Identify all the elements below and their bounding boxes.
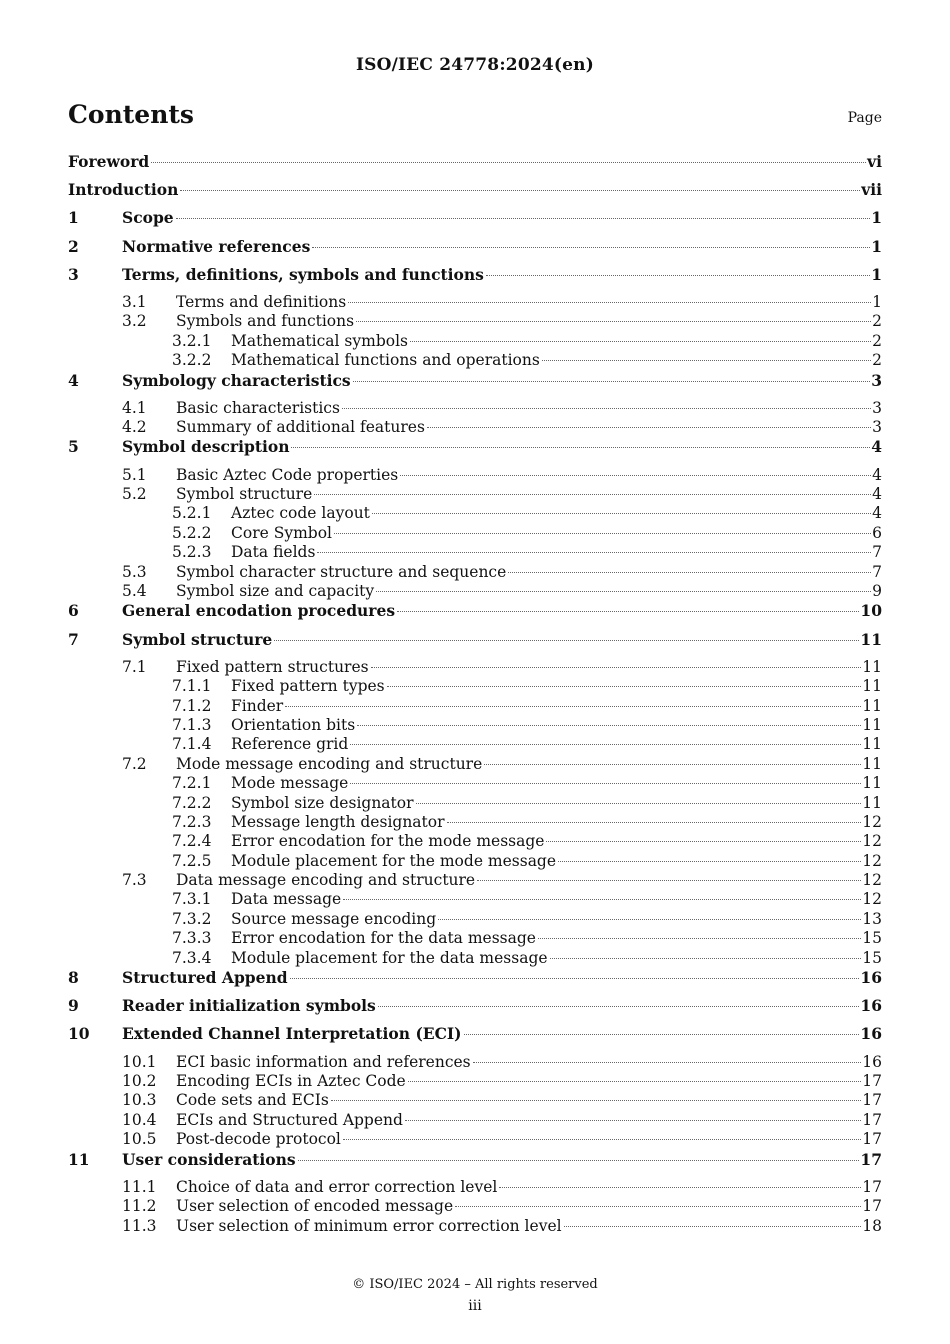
toc-entry-number: 5.2.3 (172, 543, 212, 562)
toc-entry[interactable] (68, 563, 882, 582)
dot-leader (397, 610, 859, 612)
dot-leader (348, 301, 871, 303)
toc-entry-page: 2 (872, 351, 882, 370)
toc-entry[interactable] (68, 1072, 882, 1091)
toc-entry[interactable] (68, 755, 882, 774)
toc-entry[interactable] (68, 312, 882, 331)
toc-entry[interactable] (68, 180, 882, 208)
dot-leader (486, 274, 870, 276)
toc-entry-number: 5.2.1 (172, 504, 212, 523)
toc-entry-title: ECI basic information and references (176, 1052, 471, 1071)
toc-entry-title: Mathematical symbols (231, 331, 409, 350)
toc-entry-title: Terms and definitions (176, 292, 347, 311)
toc-entry-number: 5.2.2 (172, 523, 212, 542)
toc-entry-title: Fixed pattern types (231, 677, 385, 696)
toc-entry-title: Orientation bits (231, 715, 356, 734)
toc-entry-page: 12 (862, 871, 882, 890)
toc-entry-title: Basic characteristics (176, 398, 340, 417)
toc-entry[interactable] (68, 399, 882, 418)
dot-leader (274, 639, 859, 641)
toc-entry[interactable] (68, 852, 882, 871)
toc-entry-number: 11.2 (122, 1197, 157, 1216)
toc-entry-page: 11 (862, 657, 882, 676)
toc-entry[interactable] (68, 293, 882, 312)
toc-entry-title: Choice of data and error correction level (176, 1177, 498, 1196)
toc-entry-number: 7.1.4 (172, 735, 212, 754)
toc-entry-title: Finder (231, 696, 284, 715)
toc-entry-number: 10.1 (122, 1052, 157, 1071)
toc-entry-number: 3.1 (122, 292, 147, 311)
toc-entry-number: 2 (68, 236, 79, 256)
toc-entry[interactable] (68, 208, 882, 236)
toc-entry-page: 12 (862, 832, 882, 851)
dot-leader (343, 1138, 861, 1140)
toc-entry-number: 7.3.1 (172, 890, 212, 909)
toc-entry-page: 6 (872, 523, 882, 542)
toc-entry[interactable] (68, 949, 882, 968)
toc-entry-title: General encodation procedures (122, 601, 396, 621)
dot-leader (538, 937, 861, 939)
toc-entry-title: Reader initialization symbols (122, 996, 376, 1016)
toc-entry-page: 7 (872, 562, 882, 581)
toc-entry-title: Symbol structure (122, 629, 273, 649)
toc-entry-number: 7.1 (122, 657, 147, 676)
toc-entry-title: Message length designator (231, 812, 445, 831)
page-column-label: Page (847, 110, 882, 126)
toc-entry-number: 11 (68, 1149, 90, 1169)
toc-entry-page: 9 (872, 582, 882, 600)
toc-entry[interactable] (68, 968, 882, 996)
toc-entry-page: 7 (872, 543, 882, 562)
dot-leader (151, 161, 866, 163)
dot-leader (405, 1119, 861, 1121)
toc-entry-title: Symbol description (122, 437, 290, 457)
dot-leader (542, 359, 871, 361)
dot-leader (408, 1080, 862, 1082)
toc-entry[interactable] (68, 871, 882, 890)
toc-entry-number: 10 (68, 1024, 90, 1044)
dot-leader (484, 763, 861, 765)
toc-entry[interactable] (68, 504, 882, 523)
dot-leader (447, 821, 862, 823)
toc-entry-title: Source message encoding (231, 909, 437, 928)
toc-entry-number: 7.3.4 (172, 948, 212, 967)
dot-leader (350, 782, 861, 784)
toc-entry-page: 11 (862, 793, 882, 812)
dot-leader (499, 1186, 861, 1188)
toc-entry-number: 7.3.3 (172, 929, 212, 948)
dot-leader (290, 977, 860, 979)
toc-entry-title: Mode message (231, 774, 349, 793)
toc-entry-title: User selection of minimum error correction level (176, 1216, 562, 1235)
toc-entry-page: 18 (862, 1216, 882, 1235)
dot-leader (353, 380, 871, 382)
toc-entry-number: 4.2 (122, 418, 147, 437)
toc-entry[interactable] (68, 265, 882, 293)
toc-entry[interactable] (68, 152, 882, 180)
toc-entry-number: 5.2 (122, 485, 147, 504)
toc-entry[interactable] (68, 418, 882, 437)
toc-entry-title: Summary of additional features (176, 418, 425, 437)
toc-entry-page: 3 (872, 418, 882, 437)
toc-entry-title: Symbols and functions (176, 312, 355, 331)
dot-leader (438, 918, 861, 920)
toc-entry-page: 11 (862, 696, 882, 715)
toc-entry[interactable] (68, 832, 882, 851)
toc-entry[interactable] (68, 890, 882, 909)
toc-entry[interactable] (68, 351, 882, 370)
toc-entry-number: 11.1 (122, 1177, 157, 1196)
dot-leader (508, 571, 871, 573)
document-id: ISO/IEC 24778:2024(en) (355, 55, 594, 75)
toc-entry-title: Error encodation for the mode message (231, 832, 545, 851)
dot-leader (564, 1225, 862, 1227)
toc-entry-page: 17 (862, 1197, 882, 1216)
toc-entry[interactable] (68, 1091, 882, 1110)
dot-leader (376, 590, 871, 592)
toc-entry-number: 5 (68, 437, 79, 457)
toc-entry-page: 15 (862, 948, 882, 967)
toc-entry-number: 7.3 (122, 871, 147, 890)
dot-leader (477, 879, 861, 881)
toc-entry-title: Symbol size designator (231, 793, 414, 812)
toc-entry-number: 10.4 (122, 1110, 157, 1129)
toc-entry-number: 5.4 (122, 582, 147, 600)
dot-leader (464, 1033, 860, 1035)
toc-entry-number: 7.1.2 (172, 696, 212, 715)
toc-entry-number: 7.3.2 (172, 909, 212, 928)
dot-leader (357, 724, 861, 726)
dot-leader (312, 246, 870, 248)
toc-entry-title: Post-decode protocol (176, 1130, 341, 1149)
toc-entry-title: Normative references (122, 236, 311, 256)
toc-entry-page: 4 (872, 504, 882, 523)
toc-entry-page: 1 (871, 236, 882, 256)
dot-leader (317, 551, 871, 553)
toc-entry-page: vii (861, 180, 882, 200)
dot-leader (558, 860, 861, 862)
toc-entry-title: Data fields (231, 543, 316, 562)
toc-entry-page: 12 (862, 812, 882, 831)
toc-entry-number: 10.5 (122, 1130, 157, 1149)
toc-entry[interactable] (68, 630, 882, 658)
dot-leader (427, 426, 871, 428)
toc-entry-page: 17 (862, 1110, 882, 1129)
toc-entry[interactable] (68, 735, 882, 754)
dot-leader (176, 217, 871, 219)
toc-entry-number: 7 (68, 629, 79, 649)
toc-entry-number: 3 (68, 264, 79, 284)
toc-entry-page: 12 (862, 890, 882, 909)
toc-entry[interactable] (68, 813, 882, 832)
toc-entry-number: 8 (68, 968, 79, 988)
toc-entry-page: 3 (871, 370, 882, 390)
toc-entry[interactable] (68, 437, 882, 465)
toc-entry[interactable] (68, 910, 882, 929)
dot-leader (314, 493, 871, 495)
toc-entry[interactable] (68, 582, 882, 601)
toc-entry-title: User considerations (122, 1149, 296, 1169)
toc-entry-title: Terms, definitions, symbols and functions (122, 264, 484, 284)
toc-entry-page: 11 (862, 774, 882, 793)
toc-entry-title: Data message (231, 890, 342, 909)
toc-entry[interactable] (68, 1217, 882, 1236)
toc-entry-title: Module placement for the mode message (231, 851, 557, 870)
toc-entry[interactable] (68, 485, 882, 504)
toc-entry[interactable] (68, 1150, 882, 1178)
toc-entry[interactable] (68, 677, 882, 696)
toc-entry-number: 3.2.1 (172, 331, 212, 350)
dot-leader (371, 666, 862, 668)
toc-entry-title: Data message encoding and structure (176, 871, 476, 890)
toc-entry[interactable] (68, 1111, 882, 1130)
toc-entry[interactable] (68, 1178, 882, 1197)
toc-entry-title: Scope (122, 208, 174, 228)
toc-entry-page: 15 (862, 929, 882, 948)
dot-leader (343, 898, 861, 900)
dot-leader (350, 743, 861, 745)
toc-entry[interactable] (68, 774, 882, 793)
dot-leader (334, 532, 871, 534)
toc-entry-title: Introduction (68, 180, 179, 200)
toc-entry[interactable] (68, 524, 882, 543)
toc-entry-title: Module placement for the data message (231, 948, 548, 967)
toc-entry-title: Symbol structure (176, 485, 313, 504)
toc-entry-number: 7.2.2 (172, 793, 212, 812)
dot-leader (356, 320, 871, 322)
toc-entry-number: 7.1.3 (172, 715, 212, 734)
toc-entry-page: 2 (872, 312, 882, 331)
toc-entry-page: 10 (860, 601, 882, 621)
toc-entry-page: 16 (860, 968, 882, 988)
toc-entry-number: 3.2 (122, 312, 147, 331)
toc-entry-number: 1 (68, 208, 79, 228)
toc-entry[interactable] (68, 1024, 882, 1052)
toc-entry-title: Aztec code layout (231, 504, 370, 523)
toc-entry[interactable] (68, 1053, 882, 1072)
toc-entry-title: Symbol size and capacity (176, 582, 375, 600)
toc-entry-title: Reference grid (231, 735, 349, 754)
toc-entry-number: 7.1.1 (172, 677, 212, 696)
toc-entry-page: 11 (862, 735, 882, 754)
dot-leader (387, 685, 862, 687)
toc-entry-title: Core Symbol (231, 523, 332, 542)
toc-entry-page: 4 (872, 485, 882, 504)
table-of-contents (68, 152, 882, 1236)
toc-entry-title: Extended Channel Interpretation (ECI) (122, 1024, 462, 1044)
toc-entry-number: 7.2 (122, 754, 147, 773)
toc-entry[interactable] (68, 697, 882, 716)
toc-entry-page: 17 (860, 1149, 882, 1169)
toc-entry-title: Structured Append (122, 968, 288, 988)
toc-entry-number: 10.2 (122, 1071, 157, 1090)
toc-entry-number: 5.1 (122, 465, 147, 484)
toc-entry-title: ECIs and Structured Append (176, 1110, 403, 1129)
toc-entry[interactable] (68, 716, 882, 735)
toc-entry[interactable] (68, 794, 882, 813)
toc-entry-page: 11 (862, 677, 882, 696)
toc-entry-title: Basic Aztec Code properties (176, 465, 399, 484)
page-number: iii (468, 1298, 482, 1314)
toc-entry-number: 7.2.4 (172, 832, 212, 851)
toc-entry-page: 2 (872, 331, 882, 350)
toc-entry-number: 4 (68, 370, 79, 390)
toc-entry-page: 11 (862, 715, 882, 734)
dot-leader (546, 840, 861, 842)
dot-leader (400, 474, 871, 476)
toc-entry-title: Mode message encoding and structure (176, 754, 483, 773)
toc-entry[interactable] (68, 237, 882, 265)
toc-entry-title: Error encodation for the data message (231, 929, 536, 948)
toc-entry-number: 9 (68, 996, 79, 1016)
toc-entry-title: Encoding ECIs in Aztec Code (176, 1071, 406, 1090)
toc-entry-number: 6 (68, 601, 79, 621)
toc-entry[interactable] (68, 658, 882, 677)
toc-entry[interactable] (68, 543, 882, 562)
toc-entry-number: 5.3 (122, 562, 147, 581)
toc-entry-page: 3 (872, 398, 882, 417)
toc-entry-page: 11 (862, 754, 882, 773)
toc-entry-number: 7.2.3 (172, 812, 212, 831)
dot-leader (291, 446, 870, 448)
toc-entry-page: 4 (872, 465, 882, 484)
toc-entry-page: 1 (871, 208, 882, 228)
toc-entry-page: 17 (862, 1091, 882, 1110)
toc-entry[interactable] (68, 601, 882, 629)
toc-entry[interactable] (68, 332, 882, 351)
toc-entry-page: 16 (860, 996, 882, 1016)
contents-heading: Contents (68, 100, 195, 129)
toc-entry-page: 16 (860, 1024, 882, 1044)
toc-entry-page: 17 (862, 1177, 882, 1196)
toc-entry-page: 1 (872, 292, 882, 311)
toc-entry-number: 4.1 (122, 398, 147, 417)
toc-entry-page: 12 (862, 851, 882, 870)
toc-entry-number: 7.2.5 (172, 851, 212, 870)
toc-entry[interactable] (68, 371, 882, 399)
toc-entry-page: 17 (862, 1071, 882, 1090)
toc-entry-number: 7.2.1 (172, 774, 212, 793)
toc-entry-title: User selection of encoded message (176, 1197, 454, 1216)
toc-entry-page: 13 (862, 909, 882, 928)
toc-entry[interactable] (68, 466, 882, 485)
dot-leader (416, 802, 862, 804)
dot-leader (550, 957, 862, 959)
toc-entry[interactable] (68, 929, 882, 948)
toc-entry-page: 4 (871, 437, 882, 457)
dot-leader (285, 705, 861, 707)
toc-entry-number: 11.3 (122, 1216, 157, 1235)
toc-entry-page: 17 (862, 1130, 882, 1149)
toc-entry-page: 16 (862, 1052, 882, 1071)
dot-leader (473, 1061, 862, 1063)
dot-leader (298, 1159, 860, 1161)
toc-entry-title: Mathematical functions and operations (231, 351, 540, 370)
dot-leader (331, 1099, 861, 1101)
toc-entry-title: Foreword (68, 152, 150, 171)
dot-leader (372, 512, 871, 514)
toc-entry[interactable] (68, 1197, 882, 1216)
toc-entry-number: 3.2.2 (172, 351, 212, 370)
toc-entry-page: 1 (871, 264, 882, 284)
toc-entry-page: vi (867, 152, 882, 171)
toc-entry-title: Fixed pattern structures (176, 657, 369, 676)
toc-entry-title: Symbology characteristics (122, 370, 351, 390)
copyright-notice: © ISO/IEC 2024 – All rights reserved (352, 1277, 598, 1292)
toc-entry-page: 11 (860, 629, 882, 649)
dot-leader (180, 189, 860, 191)
toc-entry-number: 10.3 (122, 1091, 157, 1110)
dot-leader (342, 407, 871, 409)
dot-leader (378, 1005, 860, 1007)
toc-entry-title: Code sets and ECIs (176, 1091, 329, 1110)
toc-entry-title: Symbol character structure and sequence (176, 562, 507, 581)
dot-leader (455, 1205, 861, 1207)
dot-leader (410, 340, 871, 342)
toc-entry[interactable] (68, 996, 882, 1024)
toc-entry[interactable] (68, 1130, 882, 1149)
